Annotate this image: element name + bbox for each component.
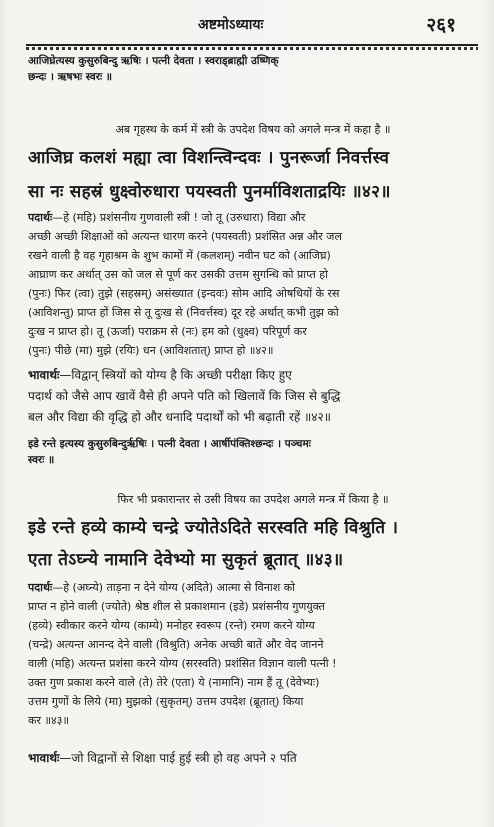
chapter-title: अष्टमोऽध्यायः (198, 17, 264, 33)
padartha-line: प्राप्त न होने वाली (ज्योते) श्रेष्ठ शील से प्रकाशमान (इडे) प्रशंसनीय गुणयुक्त (28, 600, 325, 613)
meta-line: इडे रन्ते इत्यस्य कुसुरुबिन्दुर्ऋषिः । पत्नी देवता । आर्षीपंक्तिश्छन्दः । पञ्चमः (28, 438, 311, 450)
padartha-line: आघ्राण कर अर्थात् उस को जल से पूर्ण कर उसकी उत्तम सुगन्धि को प्राप्त हो (28, 268, 328, 281)
padartha-line: रखने वाली है वह गृहाश्रम के शुभ कामों में (कलशम्) नवीन घट को (आजिघ्र) (28, 249, 331, 262)
padartha-line: उत्तम गुणों के लिये (मा) मुझको (सुकृतम्) उत्तम उपदेश (ब्रूतात्) किया (28, 695, 304, 708)
verse-line: इडे रन्ते हव्ये काम्ये चन्द्रे ज्योतेऽदिते सरस्वति महि विश्रुति । (28, 518, 399, 538)
page-number: २६१ (426, 14, 456, 36)
verse-line: एता तेऽघ्न्ये नामानि देवेभ्यो मा सुकृतं ब्रूतात् ॥४३॥ (28, 550, 344, 570)
mantra-43-bhavartha (28, 748, 478, 769)
mantra-43-meta (28, 436, 478, 468)
padartha-line: (पुनः) फिर (त्वा) तुझे (सहस्रम्) असंख्यात (इन्दवः) सोम आदि ओषधियों के रस (28, 287, 340, 300)
mantra-43-intro: फिर भी प्रकारान्तर से उसी विषय का उपदेश अगले मन्त्र में किया है ॥ (117, 493, 389, 506)
mantra-42-bhavartha (28, 365, 478, 428)
mantra-42-meta (28, 53, 478, 85)
bhavartha-line: —विद्वान् स्त्रियों को योग्य है कि अच्छी परीक्षा किए हुए (59, 368, 292, 382)
padartha-line: —हे (महि) प्रशंसनीय गुणवाली स्त्री ! जो तू (उरुधारा) विद्या और (52, 211, 306, 224)
meta-line: स्वरः ॥ (28, 454, 55, 466)
bhavartha-label: भावार्थः (28, 751, 60, 765)
mantra-42-verse (28, 145, 478, 205)
padartha-line: (चन्द्रे) अत्यन्त आनन्द देने वाली (विश्रुति) अनेक अच्छी बातें और वेद जानने (28, 638, 324, 651)
padartha-line: —हे (अघ्न्ये) ताड़ना न देने योग्य (अदिते) आत्मा से विनाश को (52, 581, 296, 594)
bhavartha-label: भावार्थः (28, 368, 60, 382)
padartha-label: पदार्थः (28, 211, 53, 224)
meta-line: छन्दः । ऋषभः स्वरः ॥ (28, 71, 113, 83)
verse-line: सा नः सहस्रं धुक्ष्वोरुधारा पयस्वती पुनर्माविशताद्रयिः ॥४२॥ (28, 182, 391, 202)
padartha-line: (पुनः) पीछे (मा) मुझे (रयिः) धन (आविशतात्) प्राप्त हो ॥४२॥ (28, 344, 274, 357)
bhavartha-line: पदार्थ को जैसे आप खावें वैसे ही अपने पति को खिलावें कि जिस से बुद्धि (28, 389, 341, 403)
header-dotted-rule (26, 47, 478, 50)
padartha-line: वाली (महि) अत्यन्त प्रशंसा करने योग्य (सरस्वति) प्रशंसित विज्ञान वाली पत्नी ! (28, 657, 337, 670)
bhavartha-line: —जो विद्वानों से शिक्षा पाई हुई स्त्री हो वह अपने २ पति (59, 751, 297, 765)
padartha-line: दुःख न प्राप्त हो। तू (ऊर्जा) पराक्रम से (नः) हम को (धुक्ष्व) परिपूर्ण कर (28, 325, 307, 338)
bhavartha-line: बल और विद्या की वृद्धि हो और धनादि पदार्थों को भी बढ़ाती रहें ॥४२॥ (28, 410, 331, 424)
mantra-43-padartha (28, 578, 478, 730)
mantra-43-verse (28, 515, 478, 573)
padartha-line: (आविशन्तु) प्राप्त हों जिस से तू दुःख से (निवर्त्तस्व) दूर रहे अर्थात् कभी तुझ को (28, 306, 339, 319)
padartha-label: पदार्थः (28, 581, 53, 594)
padartha-line: कर ॥४३॥ (28, 714, 70, 727)
verse-line: आजिघ्र कलशं मह्या त्वा विशन्त्विन्दवः । पुनरूर्जा निवर्त्तस्व (28, 148, 390, 168)
page-header (0, 8, 494, 48)
header-rule (26, 44, 478, 46)
padartha-line: अच्छी अच्छी शिक्षाओं को अत्यन्त धारण करने (पयस्वती) प्रशंसित अन्न और जल (28, 230, 342, 243)
meta-line: आजिघ्रेत्यस्य कुसुरुबिन्दु ऋषिः । पत्नी देवता । स्वराड्ब्राह्मी उष्णिक् (28, 55, 279, 67)
padartha-line: (हव्ये) स्वीकार करने योग्य (काम्ये) मनोहर स्वरूप (रन्ते) रमण करने योग्य (28, 619, 315, 632)
mantra-42-padartha (28, 208, 478, 360)
mantra-42-intro: अब गृहस्थ के कर्म में स्त्री के उपदेश विषय को अगले मन्त्र में कहा है ॥ (115, 123, 391, 136)
padartha-line: उक्त गुण प्रकाश करने वाले (ते) तेरे (एता) ये (नामानि) नाम हैं तू (देवेभ्यः) (28, 676, 320, 689)
